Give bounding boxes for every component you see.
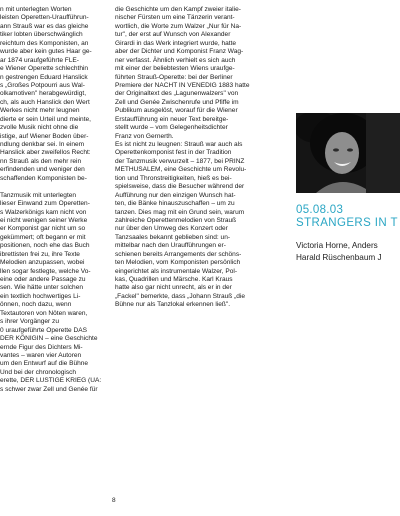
credit-line: Harald Rüschenbaum J xyxy=(296,253,382,262)
performer-portrait-image xyxy=(296,113,400,193)
text-line: tiker lobten überschwänglich xyxy=(0,31,83,39)
text-line: Girardi in das Werk integriert wurde, hatte xyxy=(115,39,237,47)
event-credits xyxy=(296,240,400,264)
text-line: der Originaltext des „Lagunenwalzers" von xyxy=(115,90,239,98)
text-line: ibrettisten frei zu, ihre Texte xyxy=(0,250,80,258)
text-line: ei nicht wenigen seiner Werke xyxy=(0,216,88,224)
text-line: Publikum ausgelöst, worauf für die Wiener xyxy=(115,107,238,115)
right-text-column xyxy=(115,6,295,310)
text-line: dierte er sein Urteil und meinte, xyxy=(0,115,91,123)
text-line: istige, auf Wiener Boden über- xyxy=(0,132,89,140)
text-line: eingerichtet als instrumentale Walzer, Pol- xyxy=(115,267,238,275)
text-line: wortlich, die Worte zum Walzer „Nur für Na- xyxy=(115,22,242,30)
text-line xyxy=(0,183,108,191)
text-line: schienen bereits Arrangements der schöns- xyxy=(115,250,242,258)
performer-photo xyxy=(296,113,400,193)
page-number: 8 xyxy=(112,497,116,504)
text-line: vantes – waren vier Autoren xyxy=(0,351,82,359)
text-line: Tanzmusik mit unterlegten xyxy=(0,191,77,199)
text-line: der Tanzmusik verwurzelt – 1877, bei PRINZ xyxy=(115,157,245,165)
text-line: Melodien anzupassen, wobei xyxy=(0,259,85,267)
text-line: s schwer zwar Zell und Genée für xyxy=(0,385,98,393)
text-line: positionen, noch ehe das Buch xyxy=(0,242,90,250)
text-line: zvolle Musik nicht ohne die xyxy=(0,124,79,132)
text-line: Franz von Gernerth. xyxy=(115,132,174,140)
text-line: Textautoren von Nöten waren, xyxy=(0,309,88,317)
text-line: s „Großes Potpourri aus Wal- xyxy=(0,81,85,89)
text-line: ch, als auch Hanslick den Wert xyxy=(0,98,90,106)
text-line: s ihrer Vorgänger zu xyxy=(0,318,59,326)
text-line: wurde aber kein gutes Haar ge- xyxy=(0,48,92,56)
text-line: Werkes nicht mehr leugnen xyxy=(0,107,80,115)
text-line: önnen, noch dazu, wenn xyxy=(0,301,72,309)
text-line: Hanslick aber zweifellos Recht: xyxy=(0,149,91,157)
text-line: spielsweise, dass die Besucher während der xyxy=(115,183,245,191)
event-title: STRANGERS IN T xyxy=(296,217,398,229)
text-line: ten Melodien, vom Komponisten persönlich xyxy=(115,259,241,267)
text-line: ten, die Bänke hinauszuschaffen – um zu xyxy=(115,200,235,208)
text-line: ann Strauß war es das gleiche xyxy=(0,22,89,30)
text-line: mittelbar nach den Uraufführungen er- xyxy=(115,242,226,250)
text-line: olkamotiven" herabgewürdigt, xyxy=(0,90,87,98)
text-line: tanzen. Dies mag mit ein Grund sein, warum xyxy=(115,208,245,216)
text-line: reichtum des Komponisten, an xyxy=(0,39,89,47)
text-line: ar 1874 uraufgeführte FLE- xyxy=(0,56,79,64)
text-line: ein textlich hochwertiges Li- xyxy=(0,292,81,300)
text-line: n gestrengen Eduard Hanslick xyxy=(0,73,88,81)
text-line: tur", der erst auf Wunsch von Alexander xyxy=(115,31,231,39)
text-line: zahlreiche Operettenmelodien von Strauß xyxy=(115,216,237,224)
text-line: eine oder andere Passage zu xyxy=(0,276,86,283)
text-line: ernde Figur des Dichters Mi- xyxy=(0,343,83,351)
text-line: Operettenkomponist fest in der Tradition xyxy=(115,149,232,157)
text-line: kas, Quadrillen und Märsche. Karl Kraus xyxy=(115,276,233,283)
text-line: 0 uraufgeführte Operette DAS xyxy=(0,326,87,334)
event-date: 05.08.03 xyxy=(296,204,344,216)
text-line: nn Strauß als den mehr rein xyxy=(0,157,82,165)
text-line: schaffenden Komponisten be- xyxy=(0,174,87,182)
text-line: ndlung denkbar sei. In einem xyxy=(0,141,85,148)
text-line: tion und Thronstreitigkeiten, hieß es bei- xyxy=(115,174,232,182)
text-line: Und bei der chronologisch xyxy=(0,368,77,376)
text-line: e Wiener Operette schlechthin xyxy=(0,65,89,73)
text-line: Erstaufführung ein neuer Text bereitge- xyxy=(115,115,229,123)
text-line: leisten Operetten-Uraufführun- xyxy=(0,14,89,22)
text-line: Tanzsaales bekannt geblieben sind: un- xyxy=(115,233,231,241)
text-line: Aufführung nur den einzigen Wunsch hat- xyxy=(115,191,236,199)
text-line: lieser Einwand zum Operetten- xyxy=(0,200,90,208)
text-line: llen sogar festlegte, welche Vo- xyxy=(0,267,91,275)
text-line: Premiere der NACHT IN VENEDIG 1883 hatte xyxy=(115,81,250,89)
text-line: nur über den Umweg des Konzert oder xyxy=(115,225,228,233)
credit-line: Victoria Horne, Anders xyxy=(296,241,378,250)
text-line: sen. Wie hätte unter solchen xyxy=(0,284,83,292)
text-line: DER KÖNIGIN – eine Geschichte xyxy=(0,335,98,343)
text-line: um den Entwurf auf die Bühne xyxy=(0,360,89,368)
text-line: nischer Fürsten um eine Tänzerin verant- xyxy=(115,14,235,22)
text-line: gekümmert; oft begann er mit xyxy=(0,233,86,241)
left-text-column xyxy=(0,6,108,394)
text-line: „Fackel" bemerkte, dass „Johann Strauß „die xyxy=(115,292,246,300)
text-line: er Komponist gar nicht um so xyxy=(0,225,86,233)
text-line: hatte also gar nicht unrecht, als er in der xyxy=(115,284,232,292)
text-line: n mit unterlegten Worten xyxy=(0,6,72,13)
text-line: Zell und Genée Zwischenrufe und Pfiffe im xyxy=(115,98,239,106)
text-line: die Geschichte um den Kampf zweier italie- xyxy=(115,6,241,13)
text-line: Bühne nur als Tanzlokal erkennen ließ". xyxy=(115,301,231,309)
text-line: stellt wurde – vom Gelegenheitsdichter xyxy=(115,124,228,132)
text-line: s Walzerkönigs kam nicht von xyxy=(0,208,87,216)
text-line: ner verfasst. Ähnlich verhielt es sich auch xyxy=(115,56,236,64)
text-line: aber der Dichter und Komponist Franz Wag- xyxy=(115,48,244,56)
text-line: erette, DER LUSTIGE KRIEG (UA: xyxy=(0,377,102,385)
text-line: METHUSALEM, eine Geschichte um Revolu- xyxy=(115,166,247,174)
text-line: mit einer der beliebtesten Wiens uraufge- xyxy=(115,65,235,73)
text-line: Es ist nicht zu leugnen: Strauß war auch als xyxy=(115,141,243,148)
text-line: erfindenden und weniger den xyxy=(0,166,85,174)
text-line: führten Strauß-Operette: bei der Berliner xyxy=(115,73,233,81)
